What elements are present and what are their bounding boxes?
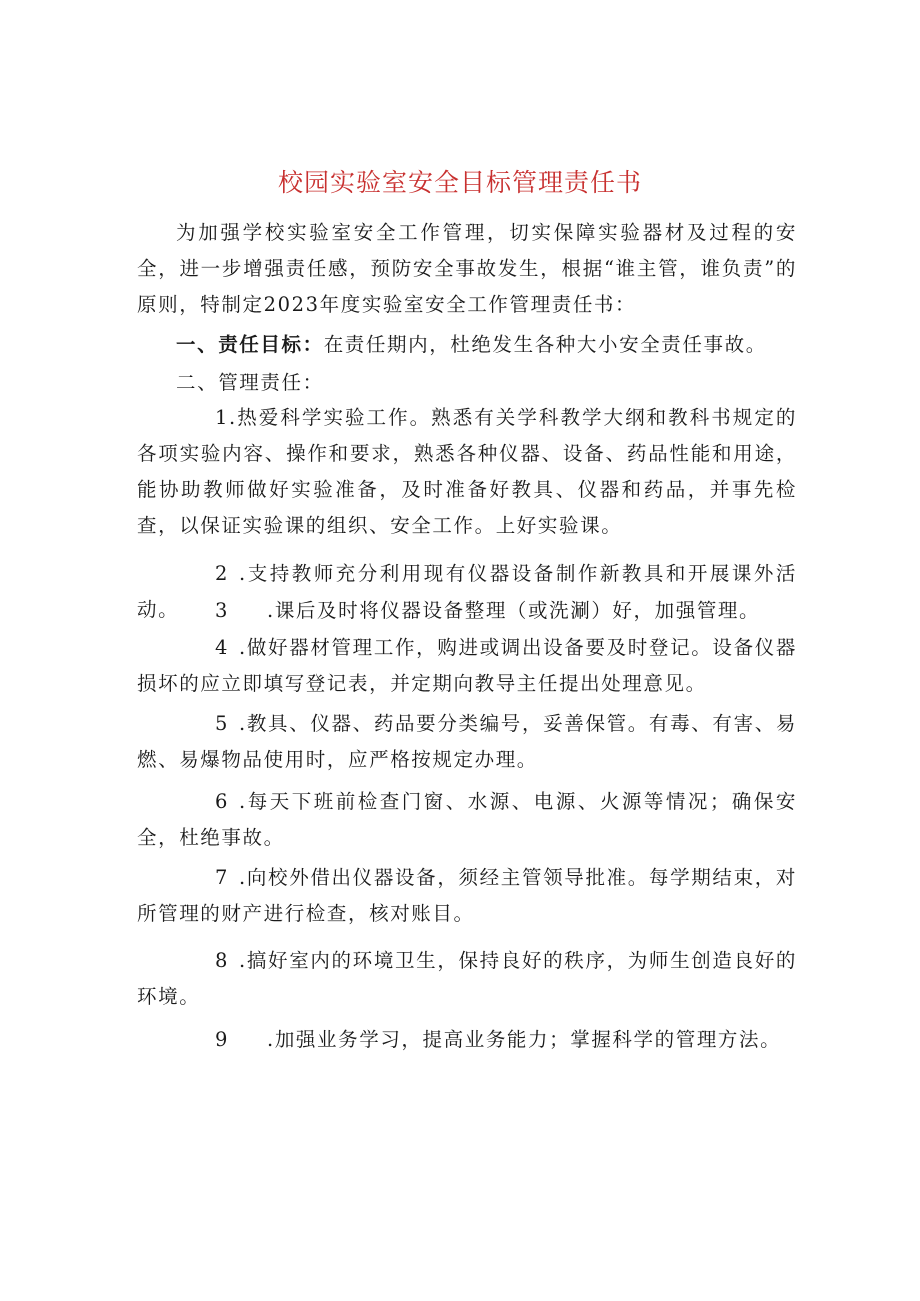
document-title: 校园实验室安全目标管理责任书 [277, 168, 642, 197]
list-item [137, 400, 797, 544]
item-number: 1. [215, 406, 237, 429]
item-number: 8 [215, 949, 230, 972]
goal-text: 在责任期内，杜绝发生各种大小安全责任事故。 [323, 333, 767, 356]
item-text: .加强业务学习，提高业务能力；掌握科学的管理方法。 [267, 1028, 782, 1051]
item-number: 6 [215, 790, 230, 813]
list-item [137, 784, 797, 856]
item-number: 3 [215, 599, 230, 622]
list-item [137, 1022, 797, 1058]
goal-label: 一、责任目标： [176, 333, 324, 356]
item-number: 2 [215, 562, 230, 585]
item-text: .向校外借出仪器设备，须经主管领导批准。每学期结束，对所管理的财产进行检查，核对账目。 [137, 866, 797, 925]
item-text: .搞好室内的环境卫生，保持良好的秩序，为师生创造良好的环境。 [137, 949, 797, 1008]
list-item [137, 860, 797, 932]
item-text: .支持教师充分利用现有仪器设备制作新教具和开展课外活动。 [137, 562, 797, 621]
management-heading: 二、管理责任： [176, 371, 324, 394]
item-number: 5 [215, 712, 230, 735]
list-item [137, 706, 797, 778]
list-item [137, 630, 797, 702]
item-text: 热爱科学实验工作。熟悉有关学科教学大纲和教科书规定的各项实验内容、操作和要求，熟悉各种仪器、设备、药品性能和用途，能协助教师做好实验准备，及时准备好教具、仪器和药品，并事先检查，以保证实验课的组织、安全工作。上好实验课。 [137, 406, 797, 537]
item-number: 7 [215, 866, 230, 889]
list-item [137, 943, 797, 1015]
item-number: 9 [215, 1028, 230, 1051]
intro-paragraph: 为加强学校实验室安全工作管理，切实保障实验器材及过程的安全，进一步增强责任感，预防安全事故发生，根据“谁主管，谁负责”的原则，特制定2023年度实验室安全工作管理责任书： [137, 221, 797, 316]
list-item [137, 593, 797, 629]
goal-paragraph [137, 327, 797, 363]
item-text: .课后及时将仪器设备整理（或洗涮）好，加强管理。 [267, 599, 761, 622]
item-text: .每天下班前检查门窗、水源、电源、火源等情况；确保安全，杜绝事故。 [137, 790, 797, 849]
item-text: .教具、仪器、药品要分类编号，妥善保管。有毒、有害、易燃、易爆物品使用时，应严格按规定办理。 [137, 712, 797, 771]
item-text: .做好器材管理工作，购进或调出设备要及时登记。设备仪器损坏的应立即填写登记表，并定期向教导主任提出处理意见。 [137, 636, 797, 695]
item-number: 4 [215, 636, 230, 659]
